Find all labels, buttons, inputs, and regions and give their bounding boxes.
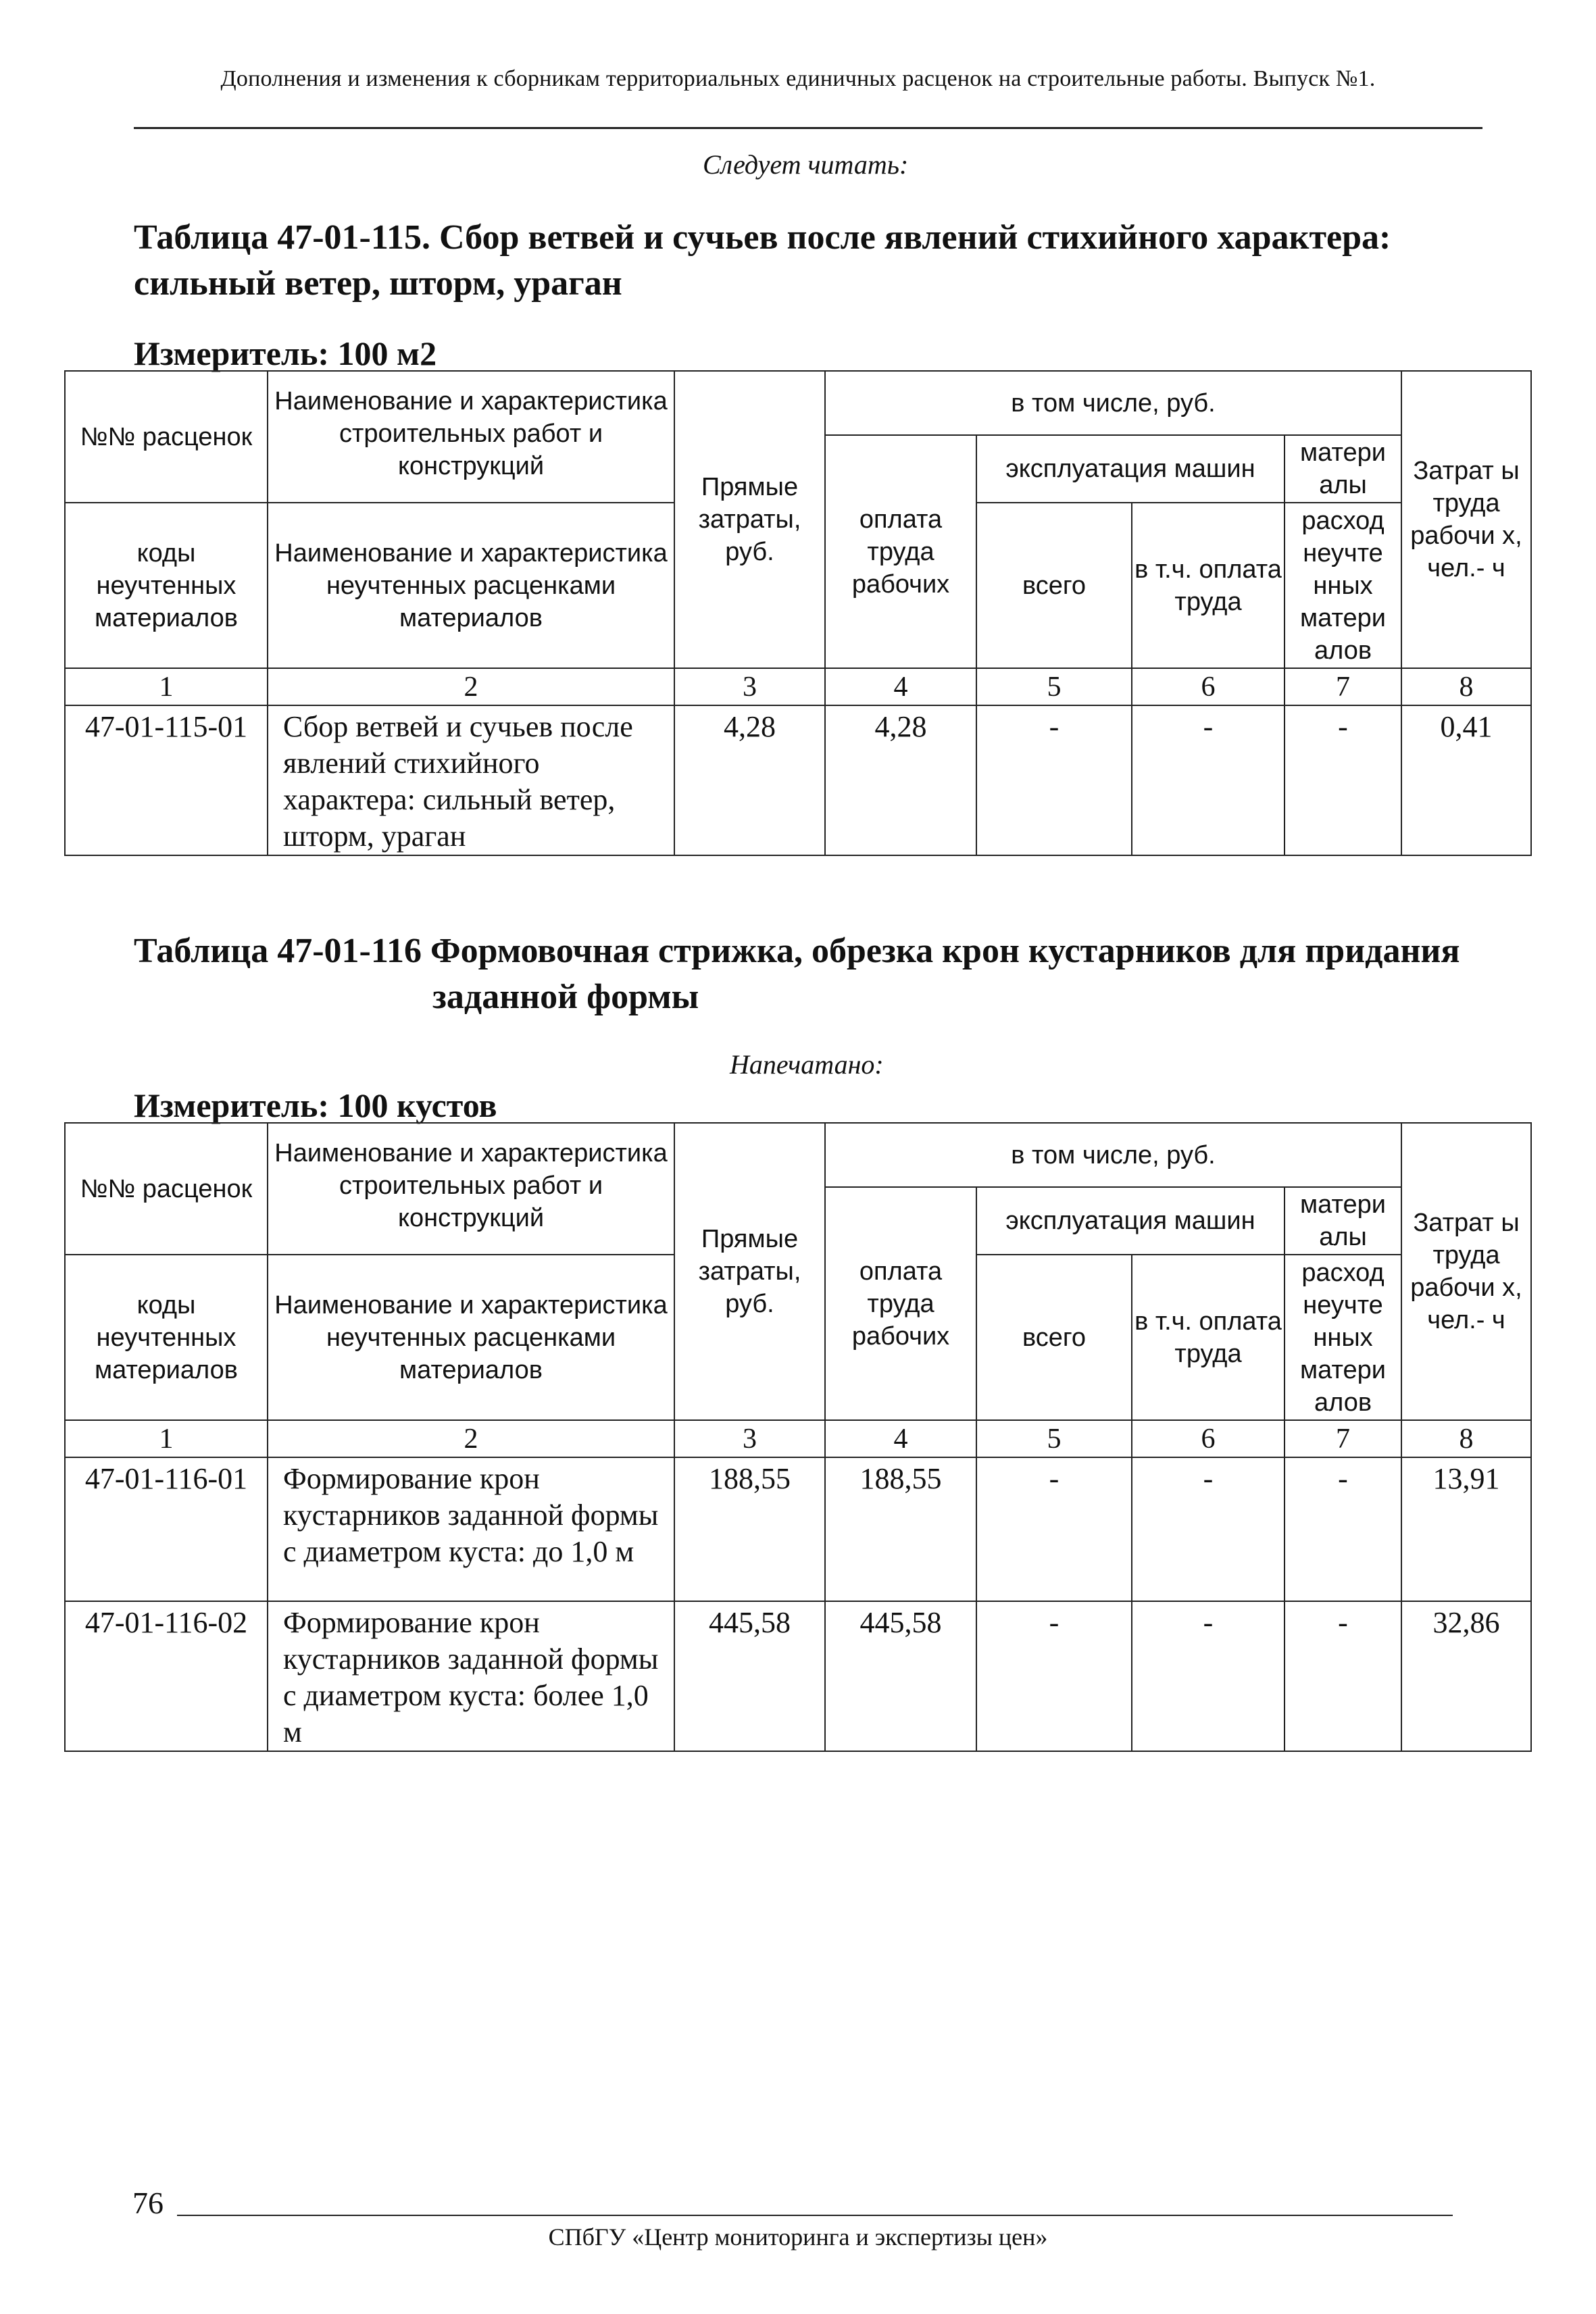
page-footer: СПбГУ «Центр мониторинга и экспертизы цен» [548, 2223, 1048, 2250]
machines-incl-pay: - [1132, 1457, 1285, 1601]
col-header-direct: Прямые затраты, руб. [674, 1123, 825, 1420]
table1-title-line1: Таблица 47-01-115. Сбор ветвей и сучьев после явлений стихийного характера: [134, 218, 1391, 257]
col-header-name: Наименование и характеристика строительных работ и конструкций [268, 371, 674, 503]
col-header-total: всего [976, 503, 1132, 668]
table1-title [134, 215, 1478, 307]
col-header-num: №№ расценок [65, 371, 268, 503]
col-number: 5 [976, 668, 1132, 705]
col-header-incl-pay: в т.ч. оплата труда [1132, 503, 1285, 668]
col-number: 1 [65, 668, 268, 705]
note-read-as: Следует читать: [703, 149, 909, 180]
page-number: 76 [132, 2186, 164, 2220]
table2-unit: Измеритель: 100 кустов [134, 1086, 497, 1124]
col-number: 4 [825, 668, 976, 705]
col-header-direct: Прямые затраты, руб. [674, 371, 825, 668]
rate-code: 47-01-116-01 [65, 1457, 268, 1601]
table1 [64, 370, 1532, 856]
note-printed: Напечатано: [730, 1049, 884, 1080]
col-header-num: №№ расценок [65, 1123, 268, 1255]
col-number: 3 [674, 668, 825, 705]
machines-total: - [976, 1601, 1132, 1751]
col-header-codes: коды неучтенных материалов [65, 1255, 268, 1420]
labor-pay: 445,58 [825, 1601, 976, 1751]
materials: - [1285, 1601, 1401, 1751]
labor-pay: 188,55 [825, 1457, 976, 1601]
col-number: 2 [268, 1420, 674, 1457]
table-row [65, 1457, 1531, 1601]
rate-description: Формирование крон кустарников заданной формы с диаметром куста: до 1,0 м [268, 1457, 674, 1601]
col-header-total: всего [976, 1255, 1132, 1420]
col-number: 6 [1132, 1420, 1285, 1457]
col-header-materials-bottom: расход неучте нных матери алов [1285, 1255, 1401, 1420]
col-header-labor-cost: Затрат ы труда рабочи х, чел.- ч [1401, 1123, 1531, 1420]
rate-description: Формирование крон кустарников заданной формы с диаметром куста: более 1,0 м [268, 1601, 674, 1751]
table1-title-line2: сильный ветер, шторм, ураган [134, 264, 622, 303]
table-row [65, 705, 1531, 855]
machines-incl-pay: - [1132, 1601, 1285, 1751]
col-header-including: в том числе, руб. [825, 1123, 1401, 1187]
col-number: 7 [1285, 1420, 1401, 1457]
col-header-including: в том числе, руб. [825, 371, 1401, 435]
direct-cost: 188,55 [674, 1457, 825, 1601]
col-number: 5 [976, 1420, 1132, 1457]
machines-total: - [976, 1457, 1132, 1601]
header-rule [134, 127, 1482, 129]
rate-description: Сбор ветвей и сучьев после явлений стихийного характера: сильный ветер, шторм, ураган [268, 705, 674, 855]
materials: - [1285, 1457, 1401, 1601]
col-header-materials-name: Наименование и характеристика неучтенных расценками материалов [268, 1255, 674, 1420]
col-header-materials-name: Наименование и характеристика неучтенных расценками материалов [268, 503, 674, 668]
col-number: 3 [674, 1420, 825, 1457]
col-header-machines: эксплуатация машин [976, 435, 1285, 503]
rate-code: 47-01-116-02 [65, 1601, 268, 1751]
labor-cost: 32,86 [1401, 1601, 1531, 1751]
labor-pay: 4,28 [825, 705, 976, 855]
col-number: 6 [1132, 668, 1285, 705]
col-number: 2 [268, 668, 674, 705]
labor-cost: 13,91 [1401, 1457, 1531, 1601]
col-header-materials-top: матери алы [1285, 435, 1401, 503]
direct-cost: 445,58 [674, 1601, 825, 1751]
col-header-materials-bottom: расход неучте нных матери алов [1285, 503, 1401, 668]
col-header-labor-cost: Затрат ы труда рабочи х, чел.- ч [1401, 371, 1531, 668]
col-header-materials-top: матери алы [1285, 1187, 1401, 1255]
direct-cost: 4,28 [674, 705, 825, 855]
table-row [65, 1601, 1531, 1751]
table2-title-line1: Таблица 47-01-116 Формовочная стрижка, обрезка крон кустарников для придания [134, 932, 1460, 970]
page-header: Дополнения и изменения к сборникам территориальных единичных расценок на строительные работы. Выпуск №1. [220, 66, 1376, 91]
col-number: 4 [825, 1420, 976, 1457]
table2-title-line2: заданной формы [432, 978, 699, 1016]
col-header-name: Наименование и характеристика строительных работ и конструкций [268, 1123, 674, 1255]
labor-cost: 0,41 [1401, 705, 1531, 855]
col-number: 7 [1285, 668, 1401, 705]
col-number: 1 [65, 1420, 268, 1457]
table2-title [134, 928, 1478, 1020]
col-header-labor-pay: оплата труда рабочих [825, 1187, 976, 1420]
col-header-codes: коды неучтенных материалов [65, 503, 268, 668]
col-header-machines: эксплуатация машин [976, 1187, 1285, 1255]
materials: - [1285, 705, 1401, 855]
rate-code: 47-01-115-01 [65, 705, 268, 855]
table1-unit: Измеритель: 100 м2 [134, 334, 437, 372]
col-header-incl-pay: в т.ч. оплата труда [1132, 1255, 1285, 1420]
table2 [64, 1122, 1532, 1752]
machines-incl-pay: - [1132, 705, 1285, 855]
machines-total: - [976, 705, 1132, 855]
col-header-labor-pay: оплата труда рабочих [825, 435, 976, 668]
footer-rule [177, 2215, 1453, 2216]
col-number: 8 [1401, 1420, 1531, 1457]
col-number: 8 [1401, 668, 1531, 705]
